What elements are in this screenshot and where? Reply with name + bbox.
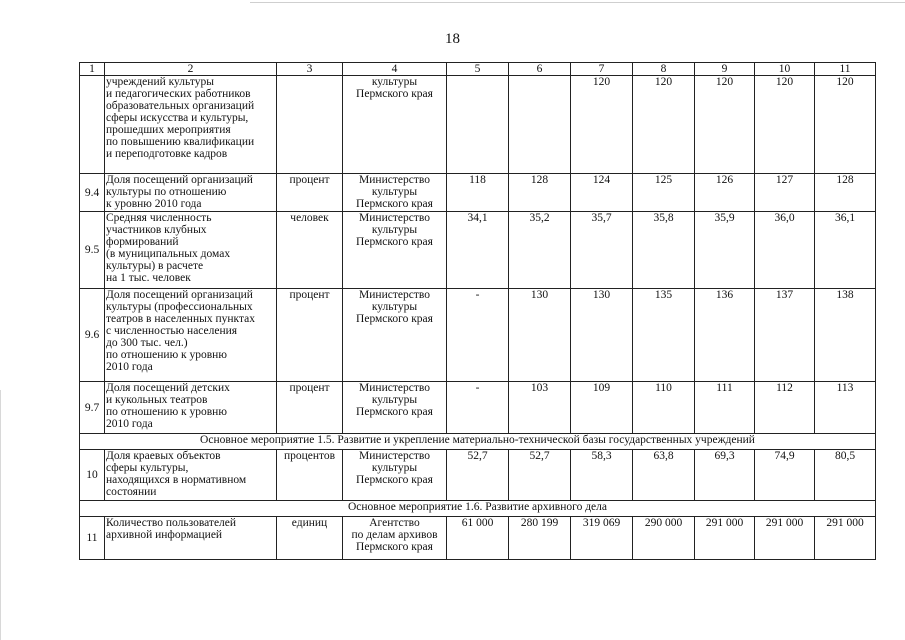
table-row [80,289,876,382]
table-row [80,450,876,501]
top-border-line [250,2,905,3]
executor-cell: Министерство культуры Пермского края [343,289,447,382]
value-cell: 52,7 [509,450,571,501]
row-number-cell: 9.4 [80,174,105,212]
value-cell: 36,0 [755,212,815,289]
column-number-2: 2 [105,63,277,76]
column-number-8: 8 [633,63,695,76]
value-cell: 35,2 [509,212,571,289]
executor-cell: Агентство по делам архивов Пермского края [343,517,447,560]
value-cell: 80,5 [815,450,876,501]
column-number-6: 6 [509,63,571,76]
value-cell: 69,3 [695,450,755,501]
indicator-name-cell: Средняя численность участников клубных формирований (в муниципальных домах культуры) в расчете на 1 тыс. человек [105,212,277,289]
unit-cell: единиц [277,517,343,560]
unit-cell: человек [277,212,343,289]
page-number: 18 [445,31,460,47]
indicator-name-cell: Доля краевых объектов сферы культуры, находящихся в нормативном состоянии [105,450,277,501]
column-number-11: 11 [815,63,876,76]
value-cell: 35,8 [633,212,695,289]
executor-cell: Министерство культуры Пермского края [343,382,447,434]
section-title: Основное мероприятие 1.6. Развитие архивного дела [80,501,876,517]
value-cell: 137 [755,289,815,382]
value-cell: 63,8 [633,450,695,501]
column-number-1: 1 [80,63,105,76]
executor-cell: культуры Пермского края [343,76,447,174]
section-title: Основное мероприятие 1.5. Развитие и укрепление материально-технической базы государственных учреждений [80,434,876,450]
column-number-3: 3 [277,63,343,76]
value-cell: 74,9 [755,450,815,501]
column-number-10: 10 [755,63,815,76]
value-cell: 112 [755,382,815,434]
value-cell: 319 069 [571,517,633,560]
value-cell: 120 [755,76,815,174]
value-cell: 291 000 [755,517,815,560]
section-row [80,501,876,517]
indicator-name-cell: Количество пользователей архивной информацией [105,517,277,560]
left-edge-line [0,390,1,640]
value-cell: 111 [695,382,755,434]
value-cell: 52,7 [447,450,509,501]
value-cell: 130 [571,289,633,382]
indicators-table [79,62,876,560]
value-cell [447,76,509,174]
indicator-name-cell: учреждений культуры и педагогических работников образовательных организаций сферы искусства и культуры, прошедших мероприятия по повышению квалификации и переподготовке кадров [105,76,277,174]
value-cell: 36,1 [815,212,876,289]
value-cell: 120 [633,76,695,174]
unit-cell: процент [277,174,343,212]
executor-cell: Министерство культуры Пермского края [343,450,447,501]
unit-cell: процент [277,382,343,434]
value-cell: 290 000 [633,517,695,560]
value-cell: 110 [633,382,695,434]
value-cell [509,76,571,174]
executor-cell: Министерство культуры Пермского края [343,174,447,212]
value-cell: 61 000 [447,517,509,560]
value-cell: 58,3 [571,450,633,501]
executor-cell: Министерство культуры Пермского края [343,212,447,289]
value-cell: 109 [571,382,633,434]
value-cell: 124 [571,174,633,212]
row-number-cell [80,76,105,174]
value-cell: 128 [509,174,571,212]
table-header-row [80,63,876,76]
value-cell: 130 [509,289,571,382]
unit-cell: процент [277,289,343,382]
value-cell: 103 [509,382,571,434]
unit-cell [277,76,343,174]
value-cell: 138 [815,289,876,382]
row-number-cell: 9.6 [80,289,105,382]
row-number-cell: 11 [80,517,105,560]
value-cell: - [447,289,509,382]
section-row [80,434,876,450]
indicator-name-cell: Доля посещений детских и кукольных театров по отношению к уровню 2010 года [105,382,277,434]
value-cell: 34,1 [447,212,509,289]
value-cell: 136 [695,289,755,382]
table-row [80,174,876,212]
value-cell: 125 [633,174,695,212]
value-cell: 118 [447,174,509,212]
indicator-name-cell: Доля посещений организаций культуры (профессиональных театров в населенных пунктах с численностью населения до 300 тыс. чел.) по отношению к уровню 2010 года [105,289,277,382]
indicator-name-cell: Доля посещений организаций культуры по отношению к уровню 2010 года [105,174,277,212]
row-number-cell: 9.7 [80,382,105,434]
value-cell: 120 [571,76,633,174]
value-cell: 127 [755,174,815,212]
value-cell: 120 [695,76,755,174]
value-cell: 126 [695,174,755,212]
value-cell: 291 000 [815,517,876,560]
value-cell: 120 [815,76,876,174]
value-cell: 35,7 [571,212,633,289]
value-cell: 128 [815,174,876,212]
table-row [80,76,876,174]
value-cell: 113 [815,382,876,434]
unit-cell: процентов [277,450,343,501]
table-row [80,212,876,289]
column-number-9: 9 [695,63,755,76]
table-row [80,382,876,434]
column-number-7: 7 [571,63,633,76]
value-cell: 291 000 [695,517,755,560]
column-number-4: 4 [343,63,447,76]
row-number-cell: 10 [80,450,105,501]
table-row [80,517,876,560]
column-number-5: 5 [447,63,509,76]
row-number-cell: 9.5 [80,212,105,289]
value-cell: 280 199 [509,517,571,560]
value-cell: - [447,382,509,434]
value-cell: 35,9 [695,212,755,289]
value-cell: 135 [633,289,695,382]
